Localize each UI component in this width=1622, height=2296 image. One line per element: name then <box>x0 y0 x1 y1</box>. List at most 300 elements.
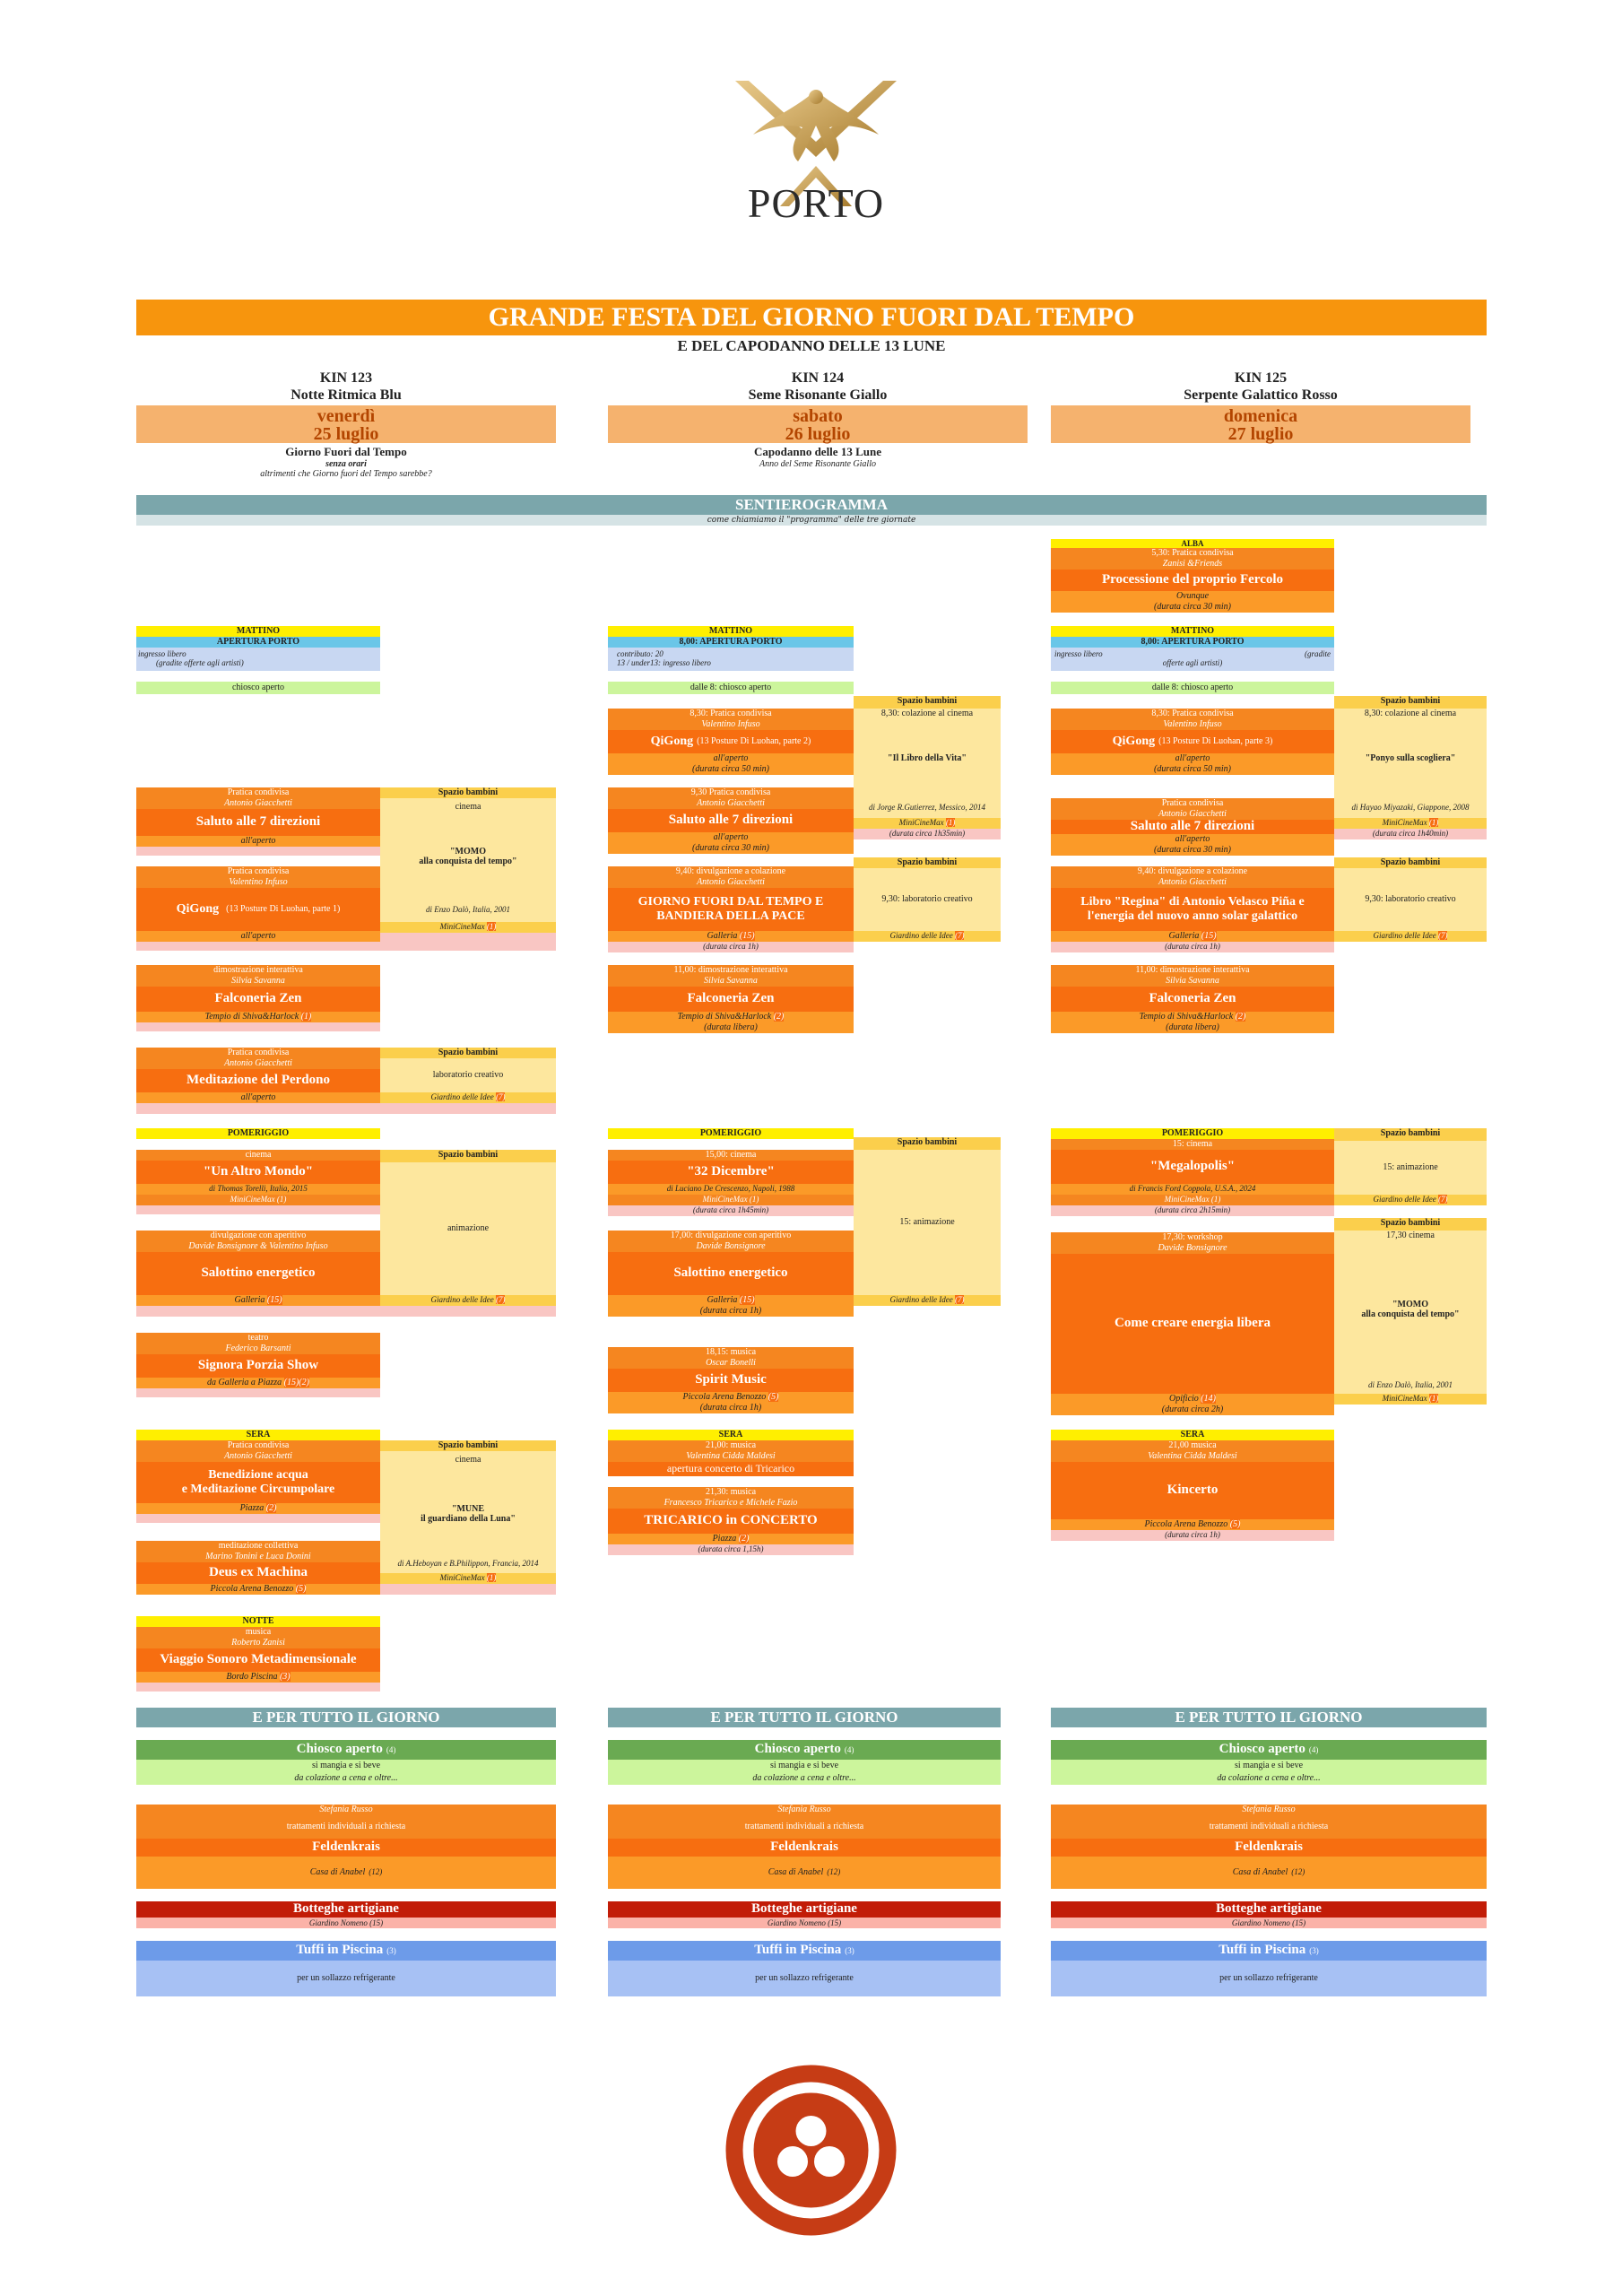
d2-s2-dur: (durata circa 30 min) <box>608 843 854 854</box>
weekday: domenica <box>1223 406 1298 426</box>
d1-k1-act: cinema <box>380 798 556 816</box>
allday-chiosco-title-text: Chiosco aperto <box>296 1742 383 1757</box>
allday-chiosco-l2 <box>608 1772 1001 1785</box>
allday-chiosco-l1 <box>136 1760 556 1772</box>
allday-botteghe-loc-text: Giardino Nomeno (15) <box>767 1918 842 1927</box>
d1-k2-head: Spazio bambini <box>380 1048 556 1058</box>
day-note-sub2: altrimenti che Giorno fuori del Tempo sarebbe? <box>260 469 432 479</box>
loc: MiniCineMax <box>898 818 944 827</box>
d2-k1-act: 8,30: colazione al cinema <box>854 709 1001 721</box>
d1-s7-loc: da Galleria a Piazza (15)(2) <box>136 1378 380 1388</box>
d2-k1-film: "Il Libro della Vita" <box>854 721 1001 796</box>
d2-s2-title: Saluto alle 7 direzioni <box>608 809 854 832</box>
d3-s6-person: Davide Bonsignore <box>1051 1243 1334 1254</box>
allday-botteghe-title-line <box>1216 1901 1322 1917</box>
d1-mattino: MATTINO <box>136 626 380 637</box>
kin-number: KIN 125 <box>1234 370 1288 386</box>
d2-sera: SERA <box>608 1430 854 1440</box>
allday-tuffi-sub <box>136 1961 556 1996</box>
d3-s2-head: Pratica condivisa <box>1051 798 1334 809</box>
allday-botteghe-loc <box>1051 1918 1487 1928</box>
allday-header-line <box>1175 1709 1362 1726</box>
d3-mattino: MATTINO <box>1051 626 1334 637</box>
d1-s3-person: Silvia Savanna <box>136 976 380 987</box>
d3-s3-loc: Galleria (15) <box>1051 931 1334 942</box>
loc: MiniCineMax <box>230 1195 275 1204</box>
loc: MiniCineMax <box>1382 1394 1427 1403</box>
allday-botteghe-loc-line <box>309 1918 383 1927</box>
allday-feld-loc-text: Casa di Anabel <box>309 1867 366 1878</box>
allday-feld-person-text: Stefania Russo <box>319 1805 373 1815</box>
d1-k2-act: laboratorio creativo <box>380 1058 556 1092</box>
offerte-text: (gradite <box>1305 649 1331 658</box>
kin-number: KIN 124 <box>791 370 845 386</box>
d1-s8-dur <box>136 1514 380 1523</box>
allday-feld-loc <box>136 1857 556 1889</box>
d1-s2-loc: all'aperto <box>136 931 380 942</box>
subtitle: (13 Posture Di Luohan, parte 3) <box>1158 736 1273 747</box>
day-header-1 <box>136 370 556 479</box>
d3-s3-person: Antonio Giacchetti <box>1051 877 1334 888</box>
d1-k1-loc: MiniCineMax (1) <box>380 922 556 933</box>
d1-s10-person: Roberto Zanisi <box>136 1638 380 1648</box>
alba-l2: Zanisi &Friends <box>1051 559 1334 570</box>
allday-header <box>1051 1708 1487 1727</box>
d3-s4-head: 11,00: dimostrazione interattiva <box>1051 965 1334 976</box>
weekday: sabato <box>793 406 843 426</box>
d3-s4-person: Silvia Savanna <box>1051 976 1334 987</box>
loc: Galleria <box>1168 931 1200 941</box>
d1-chiosco: chiosco aperto <box>136 682 380 694</box>
allday-feld-head-line <box>287 1822 405 1832</box>
allday-header <box>136 1708 556 1727</box>
d1-s8-head: Pratica condivisa <box>136 1440 380 1451</box>
date-box <box>608 405 1028 443</box>
d2-mattino: MATTINO <box>608 626 854 637</box>
allday-botteghe-title-line <box>293 1901 399 1917</box>
d2-s3-head: 9,40: divulgazione a colazione <box>608 866 854 877</box>
d3-sera: SERA <box>1051 1430 1334 1440</box>
allday-feld-head-text: trattamenti individuali a richiesta <box>744 1822 864 1832</box>
allday-botteghe-title-text: Botteghe artigiane <box>293 1901 399 1917</box>
allday-chiosco-l1-line <box>770 1761 838 1771</box>
d2-s8-title2: TRICARICO in CONCERTO <box>608 1509 854 1534</box>
d1-s4-dur <box>136 1103 556 1114</box>
d3-s3-title <box>1051 888 1334 931</box>
d2-k3-act: 15: animazione <box>854 1150 1001 1295</box>
allday-feld-person <box>136 1805 556 1815</box>
offerte-text: 13 / under13: ingresso libero <box>617 658 711 668</box>
d3-apertura: 8,00: APERTURA PORTO <box>1051 637 1334 648</box>
allday-feld-loc-line <box>310 1867 382 1878</box>
d3-s8-title: Kincerto <box>1051 1462 1334 1519</box>
d2-s8-dur: (durata circa 1,15h) <box>608 1544 854 1555</box>
d1-k3-act: animazione <box>380 1162 556 1295</box>
allday-chiosco-title-num: (4) <box>386 1745 396 1755</box>
d2-s7-head: 18,15: musica <box>608 1347 854 1358</box>
allday-chiosco-l2 <box>1051 1772 1487 1785</box>
d3-s8-dur: (durata circa 1h) <box>1051 1530 1334 1541</box>
d2-s4-loc: Tempio di Shiva&Harlock (2) <box>608 1012 854 1022</box>
allday-chiosco-l2-text: da colazione a cena e oltre... <box>1217 1773 1321 1784</box>
allday-feld-loc-text: Casa di Anabel <box>1232 1867 1288 1878</box>
d1-ingresso <box>136 648 380 671</box>
allday-botteghe-loc-line <box>1232 1918 1305 1927</box>
d1-k3-loc: Giardino delle Idee (7) <box>380 1295 556 1306</box>
title-2: l'energia del nuovo anno solar galattico <box>1087 909 1298 923</box>
allday-chiosco-title-line <box>755 1742 854 1757</box>
allday-chiosco-l1 <box>1051 1760 1487 1772</box>
d3-k2-loc: Giardino delle Idee (7) <box>1334 931 1487 942</box>
loc: Galleria <box>234 1295 265 1305</box>
loc: Tempio di Shiva&Harlock <box>677 1012 772 1022</box>
allday-feld-title-text: Feldenkrais <box>1235 1839 1303 1855</box>
title: Libro "Regina" di Antonio Velasco Piña e <box>1080 894 1305 909</box>
title-2: BANDIERA DELLA PACE <box>656 909 805 923</box>
d3-k4-loc: MiniCineMax (1) <box>1334 1394 1487 1405</box>
allday-tuffi-title-line <box>296 1943 395 1958</box>
date-box <box>1051 405 1470 443</box>
kin-number: KIN 123 <box>319 370 373 386</box>
d3-s3-head: 9,40: divulgazione a colazione <box>1051 866 1334 877</box>
d1-s6-head: divulgazione con aperitivo <box>136 1231 380 1241</box>
loc: Tempio di Shiva&Harlock <box>204 1012 299 1022</box>
allday-botteghe-loc-text: Giardino Nomeno (15) <box>1231 1918 1306 1927</box>
allday-feld-loc <box>1051 1857 1487 1889</box>
d2-s4-title: Falconeria Zen <box>608 987 854 1012</box>
d1-pomeriggio: POMERIGGIO <box>136 1128 380 1139</box>
d2-s5-loc: MiniCineMax (1) <box>608 1195 854 1205</box>
d3-s5-dur: (durata circa 2h15min) <box>1051 1205 1334 1216</box>
d1-k1-dir: di Enzo Dalò, Italia, 2001 <box>380 897 556 922</box>
film-title-2: il guardiano della Luna" <box>421 1514 516 1524</box>
sentierogramma-header: SENTIEROGRAMMA <box>136 495 1487 515</box>
d3-pomeriggio: POMERIGGIO <box>1051 1128 1334 1139</box>
d2-k3-loc: Giardino delle Idee (7) <box>854 1295 1001 1306</box>
d3-s5-head: 15: cinema <box>1051 1139 1334 1150</box>
d3-s5-title: "Megalopolis" <box>1051 1150 1334 1184</box>
allday-header-text: E PER TUTTO IL GIORNO <box>1175 1709 1363 1726</box>
allday-tuffi-sub <box>608 1961 1001 1996</box>
loc: Opificio <box>1169 1394 1199 1404</box>
day-note: Giorno Fuori dal Tempo <box>285 445 407 458</box>
d2-k2-act: 9,30: laboratorio creativo <box>854 868 1001 931</box>
allday-feld-person-line <box>319 1805 372 1815</box>
d2-ingresso <box>608 648 854 671</box>
d2-s2-loc: all'aperto <box>608 832 854 843</box>
d3-s3-dur: (durata circa 1h) <box>1051 942 1334 952</box>
allday-tuffi-title <box>608 1941 1001 1961</box>
allday-chiosco-l2-text: da colazione a cena e oltre... <box>294 1773 398 1784</box>
d1-s1-title: Saluto alle 7 direzioni <box>136 809 380 836</box>
d1-s7-dur <box>136 1388 380 1397</box>
allday-tuffi-title-num: (3) <box>386 1946 396 1956</box>
d1-s3-head: dimostrazione interattiva <box>136 965 380 976</box>
d1-k1-head: Spazio bambini <box>380 787 556 798</box>
d1-s9-loc: Piccola Arena Benozzo (5) <box>136 1584 380 1595</box>
day-note-sub: Anno del Seme Risonante Giallo <box>759 459 876 469</box>
d1-s9-title: Deus ex Machina <box>136 1562 380 1584</box>
d3-k4-film <box>1334 1243 1487 1376</box>
loc: Giardino delle Idee <box>1373 931 1436 940</box>
d2-k1-dur: (durata circa 1h35min) <box>854 829 1001 839</box>
d1-s7-person: Federico Barsanti <box>136 1344 380 1354</box>
d3-s5-dir: di Francis Ford Coppola, U.S.A., 2024 <box>1051 1184 1334 1195</box>
loc: MiniCineMax <box>1382 818 1427 827</box>
d3-s2-person: Antonio Giacchetti <box>1051 809 1334 820</box>
d2-s4-person: Silvia Savanna <box>608 976 854 987</box>
sentierogramma-sub: come chiamiamo il "programma" delle tre giornate <box>136 515 1487 526</box>
allday-tuffi-title <box>136 1941 556 1961</box>
day-note-sub: senza orari <box>325 459 367 469</box>
allday-tuffi-sub-text: per un sollazzo refrigerante <box>1219 1973 1318 1984</box>
d2-s1-head: 8,30: Pratica condivisa <box>608 709 854 719</box>
allday-tuffi-sub <box>1051 1961 1487 1996</box>
day-header-3 <box>1051 370 1470 443</box>
d1-k1-film <box>380 816 556 897</box>
d2-pomeriggio: POMERIGGIO <box>608 1128 854 1139</box>
allday-tuffi-title-num: (3) <box>1309 1946 1319 1956</box>
date-box <box>136 405 556 443</box>
d3-s2-loc: all'aperto <box>1051 834 1334 845</box>
loc: Piccola Arena Benozzo <box>210 1584 294 1594</box>
d1-s1-person: Antonio Giacchetti <box>136 798 380 809</box>
allday-tuffi-title-line <box>754 1943 854 1958</box>
allday-botteghe-title <box>136 1901 556 1918</box>
date: 27 luglio <box>1227 424 1294 444</box>
d2-s4-dur: (durata libera) <box>608 1022 854 1033</box>
loc: Piazza <box>239 1503 265 1513</box>
d2-s6-loc: Galleria (15) <box>608 1295 854 1306</box>
d1-s10-dur <box>136 1683 380 1692</box>
loc: Tempio di Shiva&Harlock <box>1139 1012 1234 1022</box>
d1-s2-head: Pratica condivisa <box>136 866 380 877</box>
alba-l3: Ovunque <box>1051 591 1334 602</box>
allday-header-text: E PER TUTTO IL GIORNO <box>252 1709 440 1726</box>
d3-k4-act: 17,30 cinema <box>1334 1231 1487 1243</box>
d3-k2-head: Spazio bambini <box>1334 857 1487 868</box>
loc: MiniCineMax <box>702 1195 748 1204</box>
d3-s1-person: Valentino Infuso <box>1051 719 1334 730</box>
allday-header-line <box>710 1709 898 1726</box>
allday-chiosco-l1-text: si mangia e si beve <box>311 1761 381 1771</box>
weekday: venerdì <box>317 406 376 426</box>
allday-feld-title <box>136 1839 556 1857</box>
allday-feld-person-text: Stefania Russo <box>777 1805 831 1815</box>
allday-feld-head-text: trattamenti individuali a richiesta <box>1209 1822 1329 1832</box>
allday-chiosco-l1-text: si mangia e si beve <box>769 1761 839 1771</box>
allday-feld-person-line <box>1242 1805 1295 1815</box>
loc: Piccola Arena Benozzo <box>682 1392 767 1402</box>
d1-s9-head: meditazione collettiva <box>136 1541 380 1552</box>
d2-s5-dir: di Luciano De Crescenzo, Napoli, 1988 <box>608 1184 854 1195</box>
page-title: GRANDE FESTA DEL GIORNO FUORI DAL TEMPO <box>136 300 1487 335</box>
d1-s6-title: Salottino energetico <box>136 1252 380 1295</box>
d2-s8-person2: Francesco Tricarico e Michele Fazio <box>608 1498 854 1509</box>
allday-feld-title-line <box>1235 1839 1303 1855</box>
d1-sera: SERA <box>136 1430 380 1440</box>
d1-s2-dur <box>136 942 556 951</box>
d1-s5-loc: MiniCineMax (1) <box>136 1195 380 1205</box>
d2-s7-loc: Piccola Arena Benozzo (5) <box>608 1392 854 1403</box>
d3-s6-title: Come creare energia libera <box>1051 1254 1334 1394</box>
allday-tuffi-title-text: Tuffi in Piscina <box>754 1943 842 1958</box>
d1-s4-title: Meditazione del Perdono <box>136 1069 380 1092</box>
d1-s3-dur <box>136 1022 380 1031</box>
d3-s4-loc: Tempio di Shiva&Harlock (2) <box>1051 1012 1334 1022</box>
kin-name: Serpente Galattico Rosso <box>1184 387 1338 403</box>
allday-feld-loc-num: (12) <box>1291 1867 1305 1877</box>
d3-k2-act: 9,30: laboratorio creativo <box>1334 868 1487 931</box>
d2-k2-loc: Giardino delle Idee (7) <box>854 931 1001 942</box>
allday-feld-loc-num: (12) <box>827 1867 841 1877</box>
allday-tuffi-sub-line <box>297 1973 395 1984</box>
allday-feld-title-text: Feldenkrais <box>312 1839 380 1855</box>
film-title: "MOMO <box>450 846 486 857</box>
d1-s1-dur <box>136 847 380 856</box>
allday-feld-loc-num: (12) <box>369 1867 383 1877</box>
title: QiGong <box>176 901 220 916</box>
d1-k4-act: cinema <box>380 1451 556 1469</box>
d1-s8-title <box>136 1462 380 1503</box>
d1-s1-head: Pratica condivisa <box>136 787 380 798</box>
allday-chiosco-l2-line <box>752 1773 855 1784</box>
allday-botteghe-title <box>1051 1901 1487 1918</box>
d1-s5-dir: di Thomas Torelli, Italia, 2015 <box>136 1184 380 1195</box>
loc: Galleria <box>707 1295 738 1305</box>
d1-s5-dur <box>136 1205 380 1214</box>
d1-s10-head: musica <box>136 1627 380 1638</box>
d1-s9-person: Marino Tonini e Luca Donini <box>136 1552 380 1562</box>
allday-header-text: E PER TUTTO IL GIORNO <box>710 1709 898 1726</box>
d3-ingresso <box>1051 648 1334 671</box>
ingresso-text: ingresso libero <box>138 649 186 658</box>
title: QiGong <box>650 734 694 748</box>
title: QiGong <box>1112 734 1156 748</box>
film-title-2: alla conquista del tempo" <box>1361 1309 1460 1319</box>
d2-s8-loc: Piazza (2) <box>608 1534 854 1544</box>
alba-l4: (durata circa 30 min) <box>1051 602 1334 613</box>
d1-k4-dir: di A.Heboyan e B.Philippon, Francia, 2014 <box>380 1559 556 1573</box>
d1-k2-loc: Giardino delle Idee (7) <box>380 1092 556 1103</box>
title: GIORNO FUORI DAL TEMPO E <box>638 894 824 909</box>
d3-k4-head: Spazio bambini <box>1334 1218 1487 1231</box>
loc: MiniCineMax <box>439 922 485 931</box>
allday-chiosco-title-text: Chiosco aperto <box>754 1742 841 1757</box>
d1-k4-loc: MiniCineMax (1) <box>380 1573 556 1584</box>
d1-k4-dur <box>380 1584 556 1595</box>
d3-s1-head: 8,30: Pratica condivisa <box>1051 709 1334 719</box>
allday-feld-title-line <box>770 1839 838 1855</box>
allday-botteghe-title-text: Botteghe artigiane <box>751 1901 857 1917</box>
allday-chiosco-title <box>1051 1740 1487 1760</box>
d2-k1-head: Spazio bambini <box>854 696 1001 709</box>
d2-s6-dur: (durata circa 1h) <box>608 1306 854 1317</box>
allday-chiosco-l1-line <box>312 1761 380 1771</box>
allday-chiosco-title-num: (4) <box>1308 1745 1319 1755</box>
allday-header-line <box>252 1709 439 1726</box>
d3-k4-dir: di Enzo Dalò, Italia, 2001 <box>1334 1376 1487 1394</box>
d1-s8-loc: Piazza (2) <box>136 1503 380 1514</box>
d1-k1-dur <box>380 933 556 942</box>
allday-tuffi-sub-text: per un sollazzo refrigerante <box>297 1973 395 1984</box>
allday-feld-loc-line <box>768 1867 840 1878</box>
offerte-text-2: offerte agli artisti) <box>1162 658 1223 668</box>
d1-s2-person: Valentino Infuso <box>136 877 380 888</box>
d1-s6-dur <box>136 1306 556 1317</box>
d3-k1-loc: MiniCineMax (1) <box>1334 818 1487 829</box>
allday-feld-title-line <box>312 1839 380 1855</box>
allday-feld-person <box>1051 1805 1487 1815</box>
subtitle: (13 Posture Di Luohan, parte 2) <box>697 736 811 747</box>
allday-feld-head <box>136 1815 556 1839</box>
allday-tuffi-title <box>1051 1941 1487 1961</box>
film-title: "MOMO <box>1392 1299 1428 1309</box>
d1-k4-head: Spazio bambini <box>380 1440 556 1451</box>
d1-s10-loc: Bordo Piscina (3) <box>136 1672 380 1683</box>
allday-header <box>608 1708 1001 1727</box>
kin-name: Notte Ritmica Blu <box>291 387 402 403</box>
d1-s6-loc: Galleria (15) <box>136 1295 380 1306</box>
allday-feld-person-line <box>777 1805 830 1815</box>
d3-s5-loc: MiniCineMax (1) <box>1051 1195 1334 1205</box>
d1-k4-film <box>380 1469 556 1559</box>
d1-s3-title: Falconeria Zen <box>136 987 380 1012</box>
d1-notte: NOTTE <box>136 1616 380 1627</box>
date: 25 luglio <box>313 424 379 444</box>
allday-tuffi-sub-line <box>755 1973 854 1984</box>
loc: Galleria <box>707 931 738 941</box>
d2-s8-head2: 21,30: musica <box>608 1487 854 1498</box>
d2-apertura: 8,00: APERTURA PORTO <box>608 637 854 648</box>
allday-botteghe-loc <box>136 1918 556 1928</box>
d3-k3-act: 15: animazione <box>1334 1141 1487 1195</box>
d2-s3-person: Antonio Giacchetti <box>608 877 854 888</box>
day-note: Capodanno delle 13 Lune <box>754 445 881 458</box>
allday-feld-head-text: trattamenti individuali a richiesta <box>286 1822 406 1832</box>
d2-s5-dur: (durata circa 1h45min) <box>608 1205 854 1216</box>
d2-s1-person: Valentino Infuso <box>608 719 854 730</box>
allday-feld-loc-line <box>1233 1867 1305 1878</box>
allday-feld-person <box>608 1805 1001 1815</box>
d3-s2-dur: (durata circa 30 min) <box>1051 845 1334 856</box>
allday-feld-title <box>608 1839 1001 1857</box>
d3-s6-head: 17,30: workshop <box>1051 1232 1334 1243</box>
d3-s2-title: Saluto alle 7 direzioni <box>1051 820 1334 834</box>
d1-s7-head: teatro <box>136 1333 380 1344</box>
allday-botteghe-loc <box>608 1918 1001 1928</box>
d1-s3-loc: Tempio di Shiva&Harlock (1) <box>136 1012 380 1022</box>
loc: Giardino delle Idee <box>889 931 953 940</box>
d2-s2-head: 9,30 Pratica condivisa <box>608 787 854 798</box>
loc: MiniCineMax <box>1164 1195 1210 1204</box>
ingresso-text: contributo: 20 <box>617 649 664 658</box>
d3-s8-loc: Piccola Arena Benozzo (5) <box>1051 1519 1334 1530</box>
d2-s3-title <box>608 888 854 931</box>
subtitle: (13 Posture Di Luohan, parte 1) <box>226 904 341 915</box>
d1-s4-loc: all'aperto <box>136 1092 380 1103</box>
allday-chiosco-l2-line <box>1217 1773 1320 1784</box>
allday-feld-title <box>1051 1839 1487 1857</box>
d3-s8-person: Valentina Cidda Maldesi <box>1051 1451 1334 1462</box>
allday-feld-loc <box>608 1857 1001 1889</box>
page-subtitle: E DEL CAPODANNO DELLE 13 LUNE <box>677 337 946 354</box>
allday-feld-head <box>608 1815 1001 1839</box>
allday-tuffi-title-text: Tuffi in Piscina <box>296 1943 384 1958</box>
allday-botteghe-title <box>608 1901 1001 1918</box>
d3-s4-title: Falconeria Zen <box>1051 987 1334 1012</box>
d3-k3-loc: Giardino delle Idee (7) <box>1334 1195 1487 1205</box>
